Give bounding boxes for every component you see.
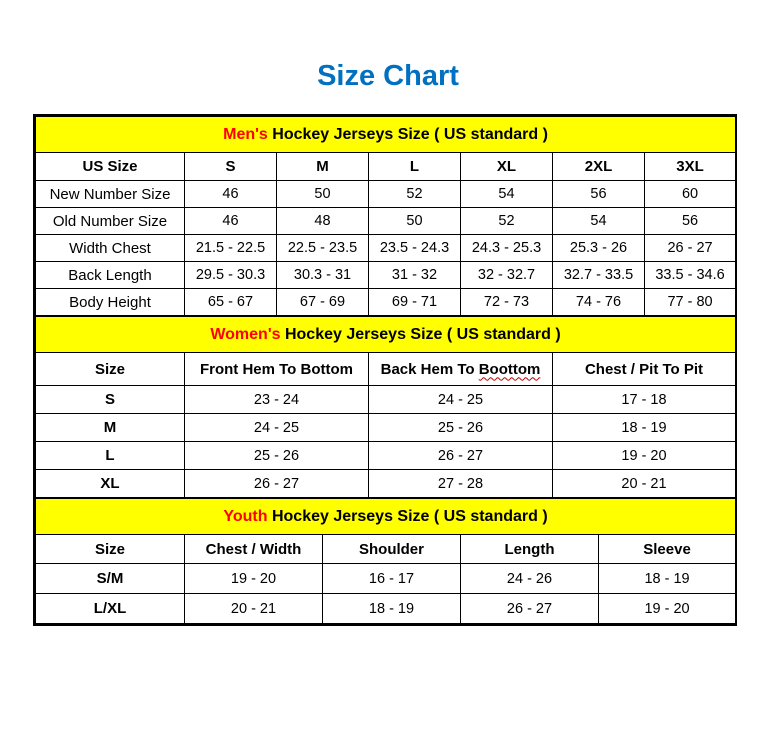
size-value: 60 — [645, 181, 736, 208]
size-value: 46 — [185, 208, 277, 235]
size-value: 77 - 80 — [645, 289, 736, 316]
column-header — [369, 353, 553, 386]
size-value: 21.5 - 22.5 — [185, 235, 277, 262]
size-value: 25 - 26 — [185, 442, 369, 470]
size-value: 25.3 - 26 — [553, 235, 645, 262]
size-value: 32.7 - 33.5 — [553, 262, 645, 289]
row-label: Back Length — [36, 262, 185, 289]
mens-title-highlight: Men's — [223, 125, 268, 143]
youth-title-highlight: Youth — [223, 507, 268, 525]
column-header: M — [277, 153, 369, 181]
mens-size-table — [35, 116, 736, 316]
size-value: 32 - 32.7 — [461, 262, 553, 289]
row-label: Old Number Size — [36, 208, 185, 235]
table-row — [36, 181, 736, 208]
size-value: 19 - 20 — [553, 442, 736, 470]
row-label: Body Height — [36, 289, 185, 316]
mens-title-row — [36, 117, 736, 153]
womens-size-table — [35, 316, 736, 498]
size-value: 48 — [277, 208, 369, 235]
size-value: 31 - 32 — [369, 262, 461, 289]
table-row — [36, 235, 736, 262]
size-chart-tables — [33, 114, 737, 626]
size-value: 19 - 20 — [185, 564, 323, 594]
column-header: US Size — [36, 153, 185, 181]
column-header: L — [369, 153, 461, 181]
column-header: Shoulder — [323, 535, 461, 564]
row-label: S — [36, 386, 185, 414]
size-value: 26 - 27 — [461, 594, 599, 624]
row-label: S/M — [36, 564, 185, 594]
column-header: Sleeve — [599, 535, 736, 564]
mens-table-title-band — [36, 117, 736, 153]
row-label: M — [36, 414, 185, 442]
womens-header-row — [36, 353, 736, 386]
size-value: 26 - 27 — [185, 470, 369, 498]
size-value: 52 — [461, 208, 553, 235]
size-value: 56 — [645, 208, 736, 235]
column-header: 2XL — [553, 153, 645, 181]
size-value: 26 - 27 — [645, 235, 736, 262]
size-value: 17 - 18 — [553, 386, 736, 414]
column-header: Size — [36, 353, 185, 386]
row-label: L — [36, 442, 185, 470]
table-row — [36, 442, 736, 470]
table-row — [36, 594, 736, 624]
size-value: 54 — [461, 181, 553, 208]
size-value: 65 - 67 — [185, 289, 277, 316]
youth-title-row — [36, 499, 736, 535]
size-value: 24.3 - 25.3 — [461, 235, 553, 262]
size-value: 50 — [277, 181, 369, 208]
size-value: 29.5 - 30.3 — [185, 262, 277, 289]
size-value: 46 — [185, 181, 277, 208]
youth-size-table — [35, 498, 736, 624]
table-row — [36, 470, 736, 498]
size-value: 18 - 19 — [599, 564, 736, 594]
column-header: XL — [461, 153, 553, 181]
table-row — [36, 289, 736, 316]
table-row — [36, 262, 736, 289]
column-header-text: Back Hem To — [380, 360, 479, 378]
size-value: 16 - 17 — [323, 564, 461, 594]
youth-table-title-band — [36, 499, 736, 535]
column-header: 3XL — [645, 153, 736, 181]
size-value: 52 — [369, 181, 461, 208]
column-header: Chest / Width — [185, 535, 323, 564]
size-value: 27 - 28 — [369, 470, 553, 498]
size-value: 30.3 - 31 — [277, 262, 369, 289]
size-value: 24 - 25 — [185, 414, 369, 442]
table-row — [36, 386, 736, 414]
size-value: 69 - 71 — [369, 289, 461, 316]
size-value: 50 — [369, 208, 461, 235]
size-value: 22.5 - 23.5 — [277, 235, 369, 262]
table-row — [36, 208, 736, 235]
womens-title-row — [36, 317, 736, 353]
row-label: L/XL — [36, 594, 185, 624]
youth-title-rest: Hockey Jerseys Size ( US standard ) — [267, 507, 548, 525]
size-value: 18 - 19 — [553, 414, 736, 442]
misspelled-word: Boottom — [478, 360, 541, 378]
column-header: Size — [36, 535, 185, 564]
row-label: XL — [36, 470, 185, 498]
size-value: 33.5 - 34.6 — [645, 262, 736, 289]
column-header: Chest / Pit To Pit — [553, 353, 736, 386]
size-value: 18 - 19 — [323, 594, 461, 624]
column-header: S — [185, 153, 277, 181]
youth-header-row — [36, 535, 736, 564]
size-value: 56 — [553, 181, 645, 208]
size-value: 24 - 26 — [461, 564, 599, 594]
mens-header-row — [36, 153, 736, 181]
size-value: 25 - 26 — [369, 414, 553, 442]
size-value: 24 - 25 — [369, 386, 553, 414]
size-value: 54 — [553, 208, 645, 235]
womens-title-rest: Hockey Jerseys Size ( US standard ) — [280, 325, 561, 343]
page-title: Size Chart — [317, 60, 459, 92]
size-value: 26 - 27 — [369, 442, 553, 470]
column-header: Length — [461, 535, 599, 564]
womens-title-highlight: Women's — [210, 325, 281, 343]
size-value: 20 - 21 — [553, 470, 736, 498]
size-value: 19 - 20 — [599, 594, 736, 624]
size-value: 23 - 24 — [185, 386, 369, 414]
womens-table-title-band — [36, 317, 736, 353]
size-value: 74 - 76 — [553, 289, 645, 316]
row-label: New Number Size — [36, 181, 185, 208]
row-label: Width Chest — [36, 235, 185, 262]
mens-title-rest: Hockey Jerseys Size ( US standard ) — [267, 125, 548, 143]
size-value: 20 - 21 — [185, 594, 323, 624]
column-header: Front Hem To Bottom — [185, 353, 369, 386]
size-value: 72 - 73 — [461, 289, 553, 316]
size-value: 23.5 - 24.3 — [369, 235, 461, 262]
table-row — [36, 414, 736, 442]
table-row — [36, 564, 736, 594]
size-value: 67 - 69 — [277, 289, 369, 316]
